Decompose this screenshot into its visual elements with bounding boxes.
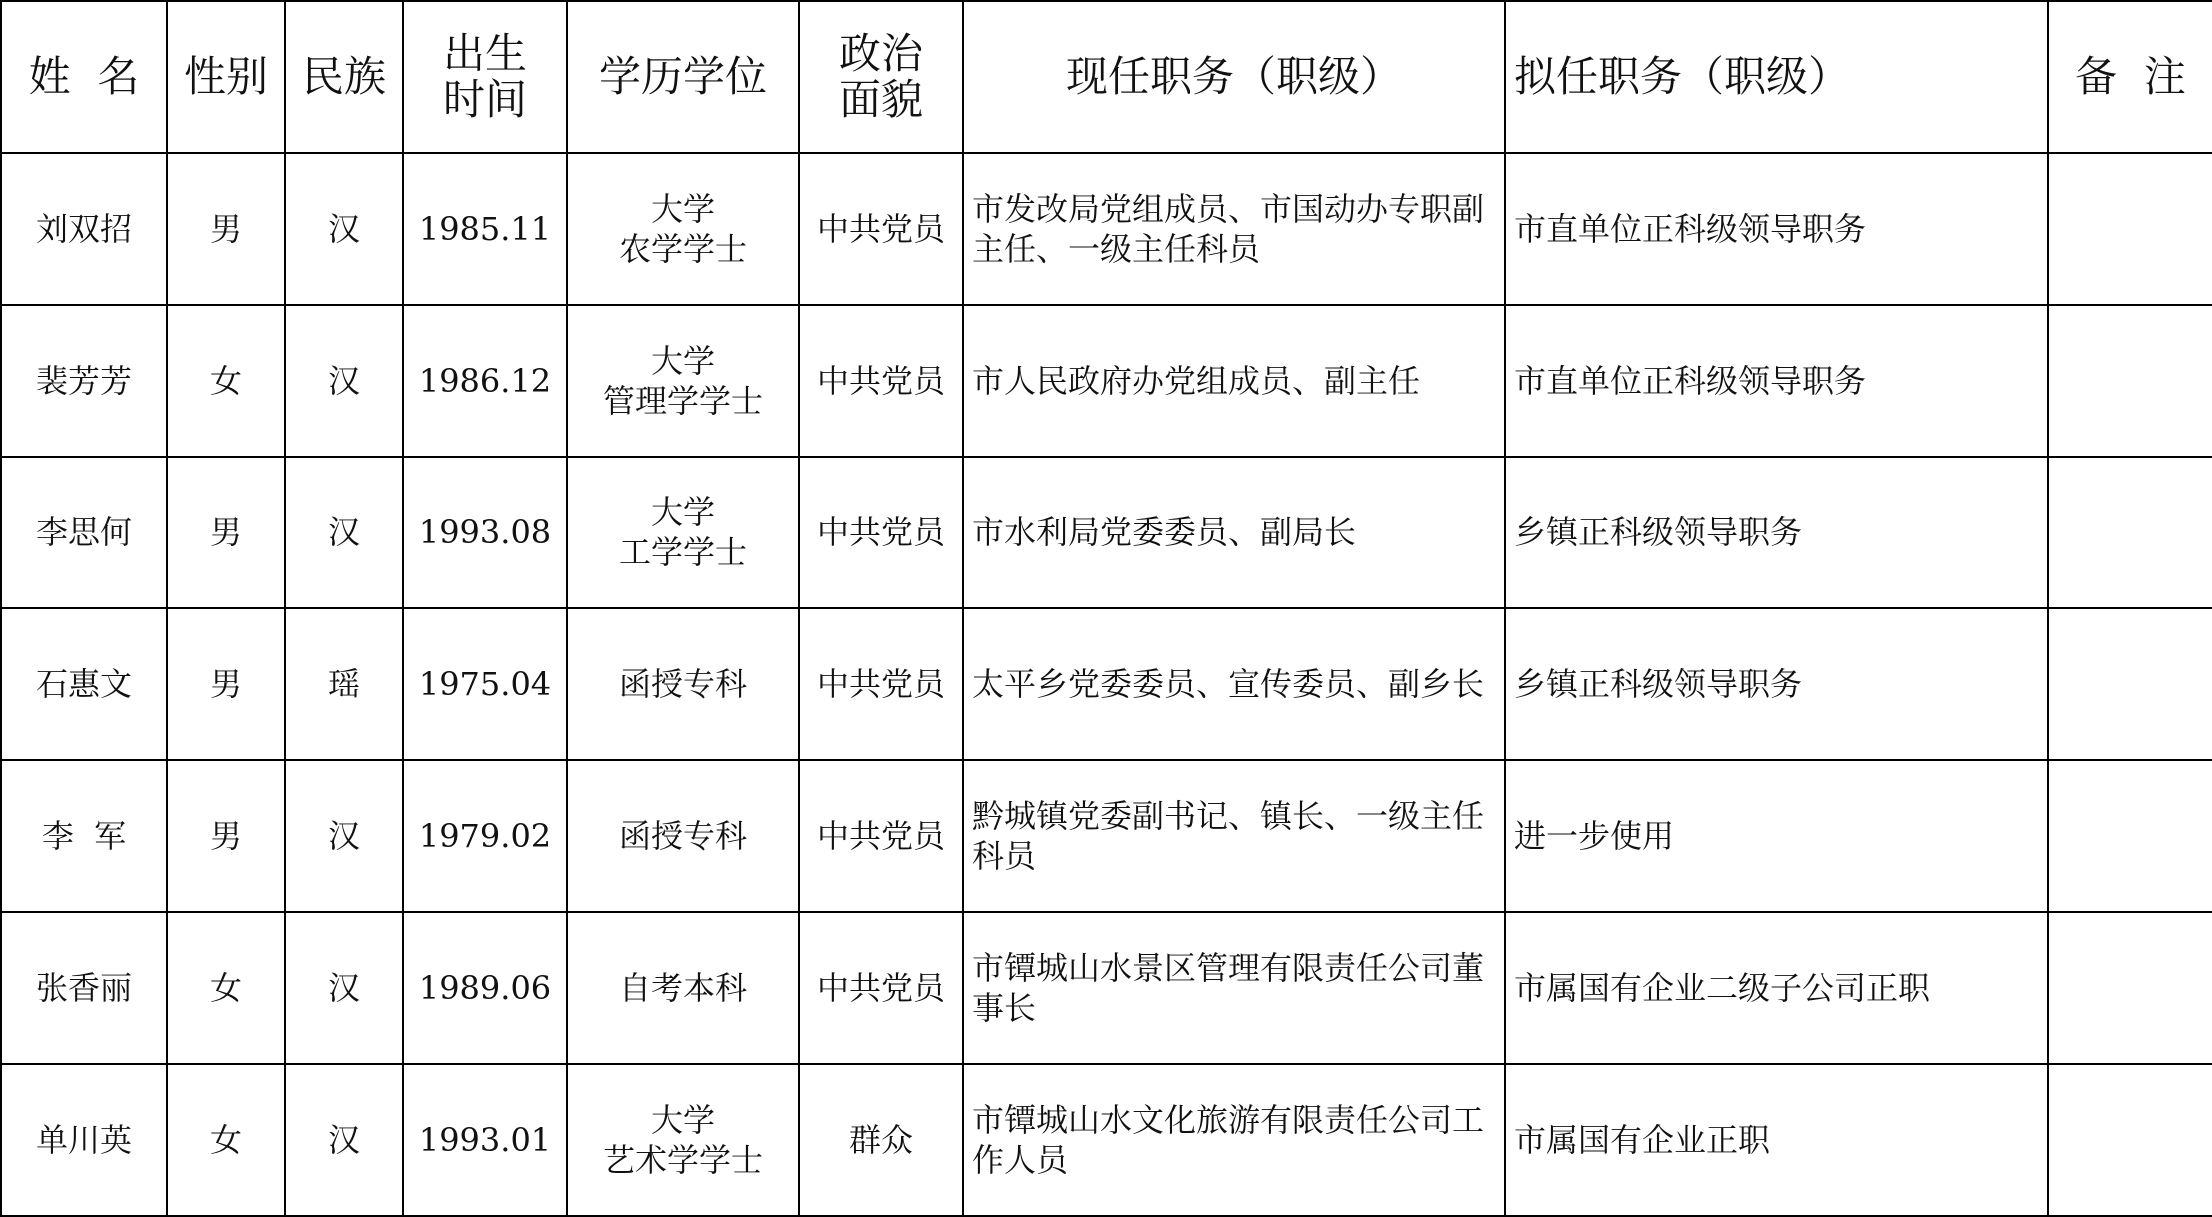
cell-name bbox=[1, 608, 167, 760]
cell-gender: 女 bbox=[167, 1064, 285, 1216]
education-line2: 艺术学学士 bbox=[602, 1140, 763, 1179]
table-row bbox=[1, 1064, 2212, 1216]
table-row bbox=[1, 760, 2212, 912]
cell-ethnicity: 汉 bbox=[285, 760, 403, 912]
cell-proposed-post: 市直单位正科级领导职务 bbox=[1505, 305, 2048, 457]
name-text: 张香丽 bbox=[35, 968, 132, 1007]
name-text: 裴芳芳 bbox=[35, 361, 132, 400]
cell-name bbox=[1, 760, 167, 912]
table-row bbox=[1, 457, 2212, 609]
header-education: 学历学位 bbox=[567, 1, 799, 153]
table-row bbox=[1, 305, 2212, 457]
header-birth-line1: 出生 bbox=[442, 29, 527, 78]
cell-birth-date: 1979.02 bbox=[403, 760, 567, 912]
cell-current-post: 太平乡党委委员、宣传委员、副乡长 bbox=[963, 608, 1505, 760]
cell-current-post: 市人民政府办党组成员、副主任 bbox=[963, 305, 1505, 457]
header-row bbox=[1, 1, 2212, 153]
header-birth-date bbox=[403, 1, 567, 153]
education-line1: 函授专科 bbox=[618, 665, 747, 704]
cell-ethnicity: 汉 bbox=[285, 912, 403, 1064]
cell-remarks bbox=[2048, 608, 2212, 760]
table-header bbox=[1, 1, 2212, 153]
cell-education bbox=[567, 305, 799, 457]
cell-current-post: 市水利局党委委员、副局长 bbox=[963, 457, 1505, 609]
cell-name bbox=[1, 1064, 167, 1216]
header-gender: 性别 bbox=[167, 1, 285, 153]
cell-gender: 男 bbox=[167, 457, 285, 609]
header-birth-line2: 时间 bbox=[442, 75, 527, 124]
name-text: 单川英 bbox=[35, 1120, 132, 1159]
cell-birth-date: 1985.11 bbox=[403, 153, 567, 305]
name-text: 李思何 bbox=[35, 513, 132, 552]
cell-gender: 女 bbox=[167, 305, 285, 457]
cell-proposed-post: 进一步使用 bbox=[1505, 760, 2048, 912]
education-line1: 函授专科 bbox=[618, 817, 747, 856]
cell-gender: 男 bbox=[167, 760, 285, 912]
cell-education bbox=[567, 153, 799, 305]
cell-remarks bbox=[2048, 1064, 2212, 1216]
cell-current-post: 市镡城山水文化旅游有限责任公司工作人员 bbox=[963, 1064, 1505, 1216]
cell-political-status: 中共党员 bbox=[799, 457, 963, 609]
cell-education bbox=[567, 608, 799, 760]
cell-remarks bbox=[2048, 305, 2212, 457]
header-name: 姓 名 bbox=[1, 1, 167, 153]
table-row bbox=[1, 912, 2212, 1064]
cell-political-status: 群众 bbox=[799, 1064, 963, 1216]
cell-name bbox=[1, 305, 167, 457]
education-line1: 大学 bbox=[650, 341, 715, 380]
cell-gender: 男 bbox=[167, 608, 285, 760]
cell-political-status: 中共党员 bbox=[799, 305, 963, 457]
table-row bbox=[1, 608, 2212, 760]
cell-ethnicity: 汉 bbox=[285, 1064, 403, 1216]
education-line2: 工学学士 bbox=[618, 533, 747, 572]
header-proposed-post: 拟任职务（职级） bbox=[1505, 1, 2048, 153]
table-body bbox=[1, 153, 2212, 1216]
education-line2: 农学学士 bbox=[618, 229, 747, 268]
cell-remarks bbox=[2048, 457, 2212, 609]
education-line1: 大学 bbox=[650, 493, 715, 532]
education-line1: 大学 bbox=[650, 1100, 715, 1139]
cell-birth-date: 1975.04 bbox=[403, 608, 567, 760]
education-line2: 管理学学士 bbox=[602, 381, 763, 420]
header-political-line1: 政治 bbox=[838, 29, 923, 78]
cell-proposed-post: 市属国有企业正职 bbox=[1505, 1064, 2048, 1216]
cell-ethnicity: 汉 bbox=[285, 457, 403, 609]
cell-proposed-post: 市直单位正科级领导职务 bbox=[1505, 153, 2048, 305]
cell-name bbox=[1, 912, 167, 1064]
cell-education bbox=[567, 912, 799, 1064]
header-ethnicity: 民族 bbox=[285, 1, 403, 153]
cell-birth-date: 1993.01 bbox=[403, 1064, 567, 1216]
name-text: 刘双招 bbox=[35, 209, 132, 248]
cell-political-status: 中共党员 bbox=[799, 760, 963, 912]
cell-gender: 男 bbox=[167, 153, 285, 305]
education-line1: 自考本科 bbox=[618, 968, 747, 1007]
cell-proposed-post: 市属国有企业二级子公司正职 bbox=[1505, 912, 2048, 1064]
cell-gender: 女 bbox=[167, 912, 285, 1064]
cell-current-post: 市镡城山水景区管理有限责任公司董事长 bbox=[963, 912, 1505, 1064]
cell-education bbox=[567, 457, 799, 609]
cell-birth-date: 1989.06 bbox=[403, 912, 567, 1064]
cell-name bbox=[1, 457, 167, 609]
cell-education bbox=[567, 1064, 799, 1216]
cell-ethnicity: 汉 bbox=[285, 305, 403, 457]
cell-remarks bbox=[2048, 153, 2212, 305]
cell-current-post: 市发改局党组成员、市国动办专职副主任、一级主任科员 bbox=[963, 153, 1505, 305]
cell-political-status: 中共党员 bbox=[799, 153, 963, 305]
header-current-post: 现任职务（职级） bbox=[963, 1, 1505, 153]
cell-proposed-post: 乡镇正科级领导职务 bbox=[1505, 457, 2048, 609]
name-text: 石惠文 bbox=[35, 665, 132, 704]
education-line1: 大学 bbox=[650, 189, 715, 228]
cell-political-status: 中共党员 bbox=[799, 912, 963, 1064]
cell-ethnicity: 汉 bbox=[285, 153, 403, 305]
header-remarks: 备 注 bbox=[2048, 1, 2212, 153]
cell-remarks bbox=[2048, 760, 2212, 912]
name-text: 李 军 bbox=[41, 817, 127, 856]
cell-ethnicity: 瑶 bbox=[285, 608, 403, 760]
cell-current-post: 黔城镇党委副书记、镇长、一级主任科员 bbox=[963, 760, 1505, 912]
cell-proposed-post: 乡镇正科级领导职务 bbox=[1505, 608, 2048, 760]
cell-birth-date: 1993.08 bbox=[403, 457, 567, 609]
cell-education bbox=[567, 760, 799, 912]
cell-remarks bbox=[2048, 912, 2212, 1064]
header-political-line2: 面貌 bbox=[838, 75, 923, 124]
header-political-status bbox=[799, 1, 963, 153]
table-row bbox=[1, 153, 2212, 305]
cell-name bbox=[1, 153, 167, 305]
cell-political-status: 中共党员 bbox=[799, 608, 963, 760]
cell-birth-date: 1986.12 bbox=[403, 305, 567, 457]
